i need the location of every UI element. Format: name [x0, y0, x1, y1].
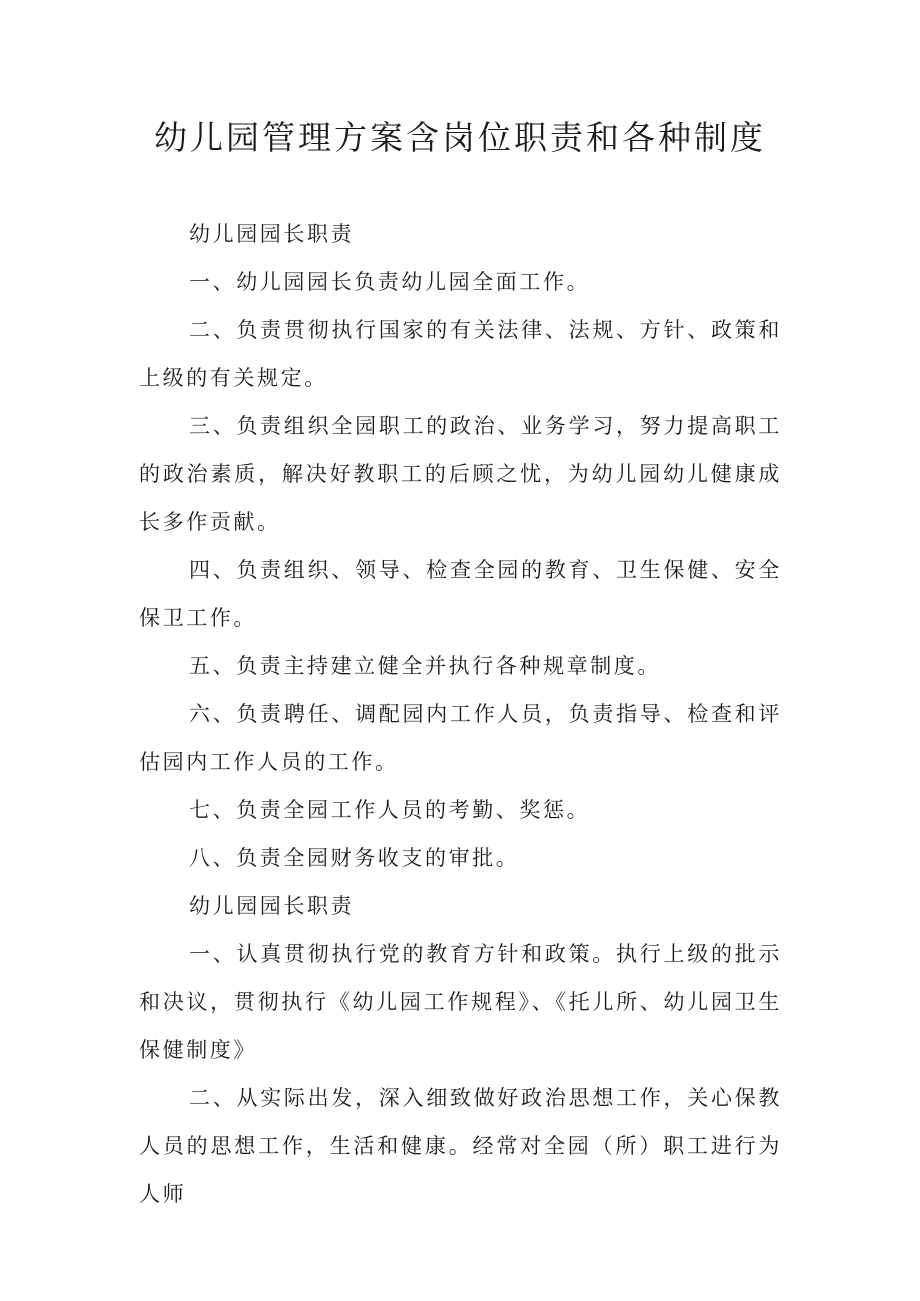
- section-heading: 幼儿园园长职责: [189, 222, 355, 246]
- paragraph: 三、负责组织全园职工的政治、业务学习，努力提高职工的政治素质，解决好教职工的后顾之忧，为幼儿园幼儿健康成长多作贡献。: [139, 414, 782, 534]
- document-body: [139, 210, 782, 1218]
- paragraph: 八、负责全园财务收支的审批。: [189, 846, 520, 870]
- paragraph: 七、负责全园工作人员的考勤、奖惩。: [189, 798, 591, 822]
- paragraph: 二、负责贯彻执行国家的有关法律、法规、方针、政策和上级的有关规定。: [139, 318, 782, 390]
- document-title: 幼儿园管理方案含岗位职责和各种制度: [154, 118, 766, 157]
- paragraph: 五、负责主持建立健全并执行各种规章制度。: [189, 654, 661, 678]
- section-heading: 幼儿园园长职责: [189, 894, 355, 918]
- paragraph: 四、负责组织、领导、检查全园的教育、卫生保健、安全保卫工作。: [139, 558, 782, 630]
- paragraph: 六、负责聘任、调配园内工作人员，负责指导、检查和评估园内工作人员的工作。: [139, 702, 782, 774]
- paragraph: 一、认真贯彻执行党的教育方针和政策。执行上级的批示和决议，贯彻执行《幼儿园工作规程》、《托儿所、幼儿园卫生保健制度》: [139, 942, 782, 1062]
- paragraph: 一、幼儿园园长负责幼儿园全面工作。: [189, 270, 591, 294]
- paragraph: 二、从实际出发，深入细致做好政治思想工作，关心保教人员的思想工作，生活和健康。经常对全园（所）职工进行为人师: [139, 1086, 782, 1206]
